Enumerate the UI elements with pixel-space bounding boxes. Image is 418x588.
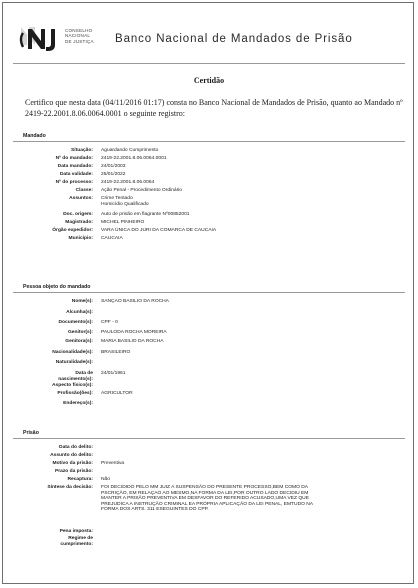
field-label: Genitora(s): [65, 339, 93, 344]
field-label: Situação: [70, 148, 93, 153]
field-label: Data de nascimento(s): [58, 371, 93, 382]
field-label: Síntese da decisão: [47, 485, 93, 490]
field-label: Nº do processo: [55, 180, 93, 185]
field-label: Data validade: [59, 172, 93, 177]
field-value: MICHEL PINHEIRO [101, 220, 145, 225]
field-value: Preventiva [101, 461, 125, 466]
header-title: Banco Nacional de Mandados de Prisão [115, 33, 353, 45]
field-label: Doc. origem: [63, 212, 93, 217]
field-value: 24/01/2003 [101, 164, 126, 169]
field-value: Aguardando Cumprimento [101, 148, 159, 153]
field-label: Pena imposta: [59, 529, 93, 534]
field-value: Ação Penal - Procedimento Ordinário [101, 188, 183, 193]
field-label: Motivo da prisão: [52, 461, 93, 466]
field-label: Município: [68, 236, 93, 241]
field-value: VARA ÚNICA DO JURI DA COMARCA DE CAUCAIA [101, 228, 217, 233]
section-mandado-heading: Mandado [13, 131, 405, 142]
logo-line-1: CONSELHO [65, 28, 93, 33]
field-value: 25/01/2022 [101, 172, 126, 177]
field-value: 2419-22.2001.8.06.0064 [101, 180, 155, 185]
header-divider [13, 63, 405, 64]
logo-line-3: DE JUSTIÇA [65, 38, 94, 44]
field-label: Naturalidade(s): [55, 360, 93, 365]
field-label: Regime de cumprimento: [60, 536, 93, 547]
section-pessoa-heading: Pessoa objeto do mandado [13, 282, 405, 293]
field-value: AGRICULTOR [101, 391, 133, 396]
field-label: Nº do mandado: [55, 156, 93, 161]
field-label: Prazo da prisão: [54, 469, 93, 474]
cnj-logo-icon [17, 23, 63, 55]
field-label: Recaptura: [67, 477, 93, 482]
certificate-page [2, 2, 414, 584]
field-value: Crime Tentado Homicídio Qualificado [101, 196, 149, 207]
field-value: CPF - 0 [101, 320, 118, 325]
field-value: Não [101, 477, 110, 482]
document-title: Certidão [193, 76, 225, 85]
section-prisao-heading: Prisão [13, 428, 405, 439]
field-label: Classe: [75, 188, 93, 193]
field-label: Endereço(s): [63, 401, 93, 406]
page-header [17, 23, 407, 59]
field-label: Magistrado: [65, 220, 93, 225]
field-value: BRASILEIRO [101, 350, 131, 355]
field-label: Documento(s): [58, 320, 93, 325]
field-label: Genitor(s): [68, 330, 93, 335]
field-label: Assunto do delito: [50, 453, 93, 458]
field-label: Data mandado: [57, 164, 93, 169]
logo-line-2: NACIONAL [65, 33, 91, 39]
field-value: 2419-22.2001.8.06.0064.0001 [101, 156, 167, 161]
field-label: Alcunha(s): [66, 310, 93, 315]
field-label: Nacionalidade(s): [52, 350, 93, 355]
field-label: Órgão expedidor: [52, 228, 93, 233]
field-label: Data do delito: [59, 445, 93, 450]
field-value: SANÇAO BASILIO DA ROCHA [101, 299, 169, 304]
field-label: Aspecto físico(s): [51, 383, 93, 388]
field-value: Auto de prisão em flagrante Nº00852001 [101, 212, 190, 217]
field-label: Profissão(ões): [57, 391, 93, 396]
field-value: PAULODA ROCHA MOREIRA [101, 330, 167, 335]
logo-caption [65, 28, 94, 44]
field-label: Assuntos: [69, 196, 93, 201]
field-value: 24/01/1961 [101, 371, 126, 376]
certificate-intro: Certifico que nesta data (04/11/2016 01:17) consta no Banco Nacional de Mandados de Prisão, quanto ao Mandado nº 2419-22.2001.8.06.0064.0001 o seguinte registro: [25, 98, 403, 118]
field-label: Nome(s): [71, 299, 93, 304]
field-value: MARIA BASILIO DA ROCHA [101, 339, 164, 344]
field-value: CAUCAIA [101, 236, 123, 241]
field-value: FOI DECIDIDO PELO MM JUIZ A SUSPENSÃO DO PRESENTE PROCESSO,BEM COMO DA PSCRIÇÃO, EM RELAÇAO AO MESMO,NA FORMA DA LEI,POR OUTRO LADO DECIDIU EM MANTER A PRISÃO PREVENTIVA EM DESFAVOR DO REFERIDO ACUSADO,UMA VEZ QUE PREJUDICA A INSTRUÇÃO CRIMINAL EA PRÓPRIA APLICAÇÃO DA LEI PENAL, EMTUDO NA FORMA DOS ARTS. 311 ESEGUINTES DO CPP. [101, 485, 314, 513]
